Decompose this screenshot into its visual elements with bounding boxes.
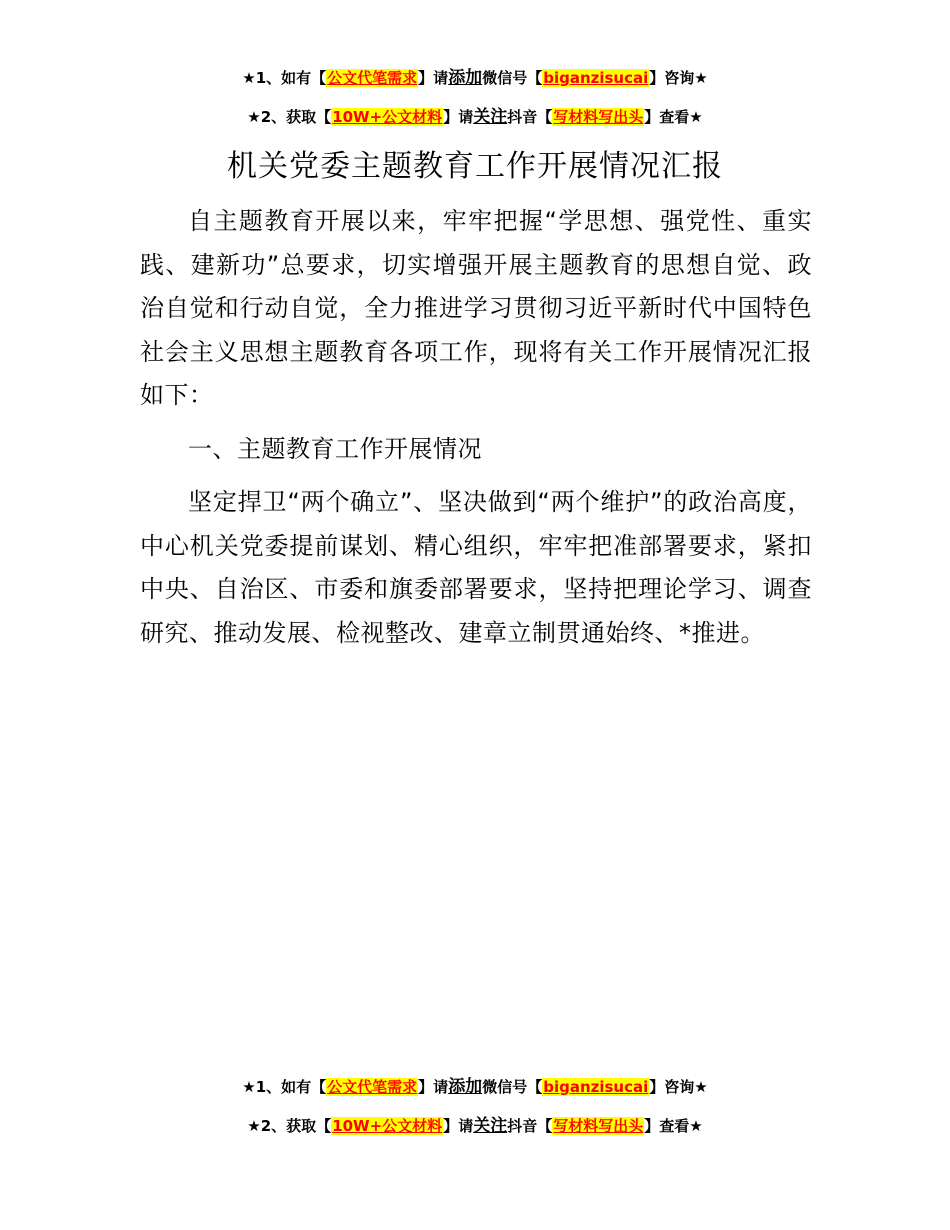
banner-text: ★2、获取【: [247, 108, 332, 126]
paragraph-intro: 自主题教育开展以来，牢牢把握“学思想、强党性、重实践、建新功”总要求，切实增强开展主题教育的思想自觉、政治自觉和行动自觉，全力推进学习贯彻习近平新时代中国特色社会主义思想主题教育各项工作，现将有关工作开展情况汇报如下：: [140, 207, 812, 409]
highlight-service: 公文代笔需求: [327, 1078, 418, 1096]
highlight-materials: 10W+公文材料: [332, 108, 443, 126]
banner-text: 】查看★: [644, 1117, 703, 1135]
underlined-text: 添加: [448, 1077, 483, 1097]
highlight-wechat-id: biganzisucai: [543, 69, 649, 87]
highlight-service: 公文代笔需求: [327, 69, 418, 87]
bottom-banner-line-2: [0, 1116, 950, 1136]
section-heading: 一、主题教育工作开展情况: [188, 435, 482, 463]
banner-text: ★2、获取【: [247, 1117, 332, 1135]
banner-text: 】请: [418, 69, 449, 87]
banner-text: 】查看★: [644, 108, 703, 126]
highlight-wechat-id: biganzisucai: [543, 1078, 649, 1096]
banner-text: 】请: [418, 1078, 449, 1096]
document-title: 机关党委主题教育工作开展情况汇报: [227, 149, 723, 184]
banner-text: 微信号【: [482, 1078, 543, 1096]
banner-text: 微信号【: [482, 69, 543, 87]
top-banner-line-1: [0, 68, 950, 88]
banner-text: 】咨询★: [649, 1078, 708, 1096]
banner-text: 】咨询★: [649, 69, 708, 87]
underlined-text: 关注: [473, 1116, 508, 1136]
underlined-text: 添加: [448, 68, 483, 88]
top-banner-line-2: [0, 107, 950, 127]
banner-text: 】请: [443, 1117, 474, 1135]
paragraph-section-1: 坚定捍卫“两个确立”、坚决做到“两个维护”的政治高度，中心机关党委提前谋划、精心组织，牢牢把准部署要求，紧扣中央、自治区、市委和旗委部署要求，坚持把理论学习、调查研究、推动发展、检视整改、建章立制贯通始终、*推进。: [140, 488, 812, 647]
bottom-banner-line-1: [0, 1077, 950, 1097]
banner-text: ★1、如有【: [242, 69, 327, 87]
underlined-text: 关注: [473, 107, 508, 127]
highlight-materials: 10W+公文材料: [332, 1117, 443, 1135]
banner-text: ★1、如有【: [242, 1078, 327, 1096]
highlight-douyin-account: 写材料写出头: [553, 108, 644, 126]
highlight-douyin-account: 写材料写出头: [553, 1117, 644, 1135]
banner-text: 抖音【: [507, 108, 553, 126]
banner-text: 】请: [443, 108, 474, 126]
banner-text: 抖音【: [507, 1117, 553, 1135]
